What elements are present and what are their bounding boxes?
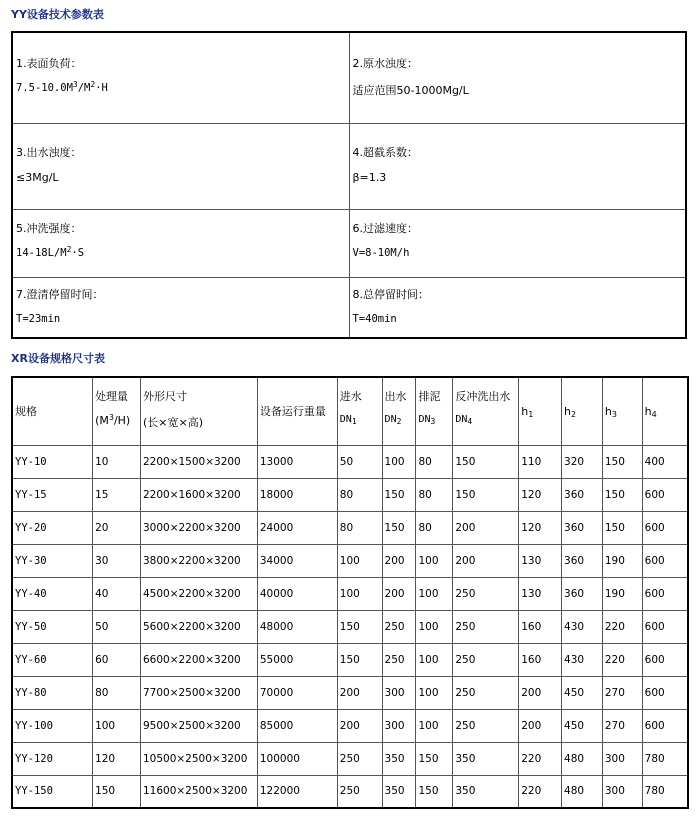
param-value: $14-18L/M^2\cdot S$	[16, 244, 85, 259]
table-cell: 190	[602, 544, 642, 577]
table-row	[12, 544, 688, 577]
table-cell: 780	[642, 775, 688, 808]
header-spec: 规格	[12, 377, 93, 445]
table-cell: 320	[562, 445, 603, 478]
table-cell: 48000	[257, 610, 337, 643]
table-cell: 10	[93, 445, 141, 478]
table-cell: 160	[519, 643, 562, 676]
param-label: 1.表面负荷：	[16, 57, 82, 70]
table-cell: 150	[337, 643, 382, 676]
table-cell: 360	[562, 577, 603, 610]
table-cell: 150	[382, 511, 416, 544]
header-backwash: 反冲洗出水 $DN_4$	[453, 377, 519, 445]
table-cell: 6600×2200×3200	[140, 643, 257, 676]
table-cell: 200	[337, 676, 382, 709]
table-cell: 10500×2500×3200	[140, 742, 257, 775]
table-cell: 250	[337, 775, 382, 808]
table-cell: 200	[337, 709, 382, 742]
table-cell: 80	[416, 511, 453, 544]
table-cell: YY-10	[12, 445, 93, 478]
table-cell: 250	[453, 643, 519, 676]
table-cell: 150	[453, 478, 519, 511]
table-cell: 130	[519, 577, 562, 610]
table-cell: 480	[562, 742, 603, 775]
table-cell: 7700×2500×3200	[140, 676, 257, 709]
param-cell-1	[12, 32, 349, 123]
table-cell: YY-150	[12, 775, 93, 808]
param-cell-2	[349, 32, 686, 123]
table-cell: 400	[642, 445, 688, 478]
header-sludge: 排泥 $DN_3$	[416, 377, 453, 445]
table-row	[12, 511, 688, 544]
table-cell: 360	[562, 511, 603, 544]
table-row	[12, 610, 688, 643]
table-cell: 200	[453, 544, 519, 577]
table-cell: 350	[453, 742, 519, 775]
table-cell: 80	[416, 445, 453, 478]
table-cell: 60	[93, 643, 141, 676]
header-outlet: 出水 $DN_2$	[382, 377, 416, 445]
table-cell: 30	[93, 544, 141, 577]
param-value: T=23min	[16, 312, 61, 325]
table-cell: 300	[382, 676, 416, 709]
table-cell: 20	[93, 511, 141, 544]
param-cell-8	[349, 277, 686, 338]
table-cell: 600	[642, 709, 688, 742]
param-label: 6.过滤速度：	[352, 221, 418, 235]
table-cell: YY-60	[12, 643, 93, 676]
param-label: 4.超截系数：	[352, 145, 418, 159]
table-cell: 2200×1500×3200	[140, 445, 257, 478]
table-cell: 2200×1600×3200	[140, 478, 257, 511]
table-cell: 100	[416, 709, 453, 742]
spec-header-row	[12, 377, 688, 445]
table-cell: 150	[382, 478, 416, 511]
table-cell: 9500×2500×3200	[140, 709, 257, 742]
table-cell: 200	[382, 544, 416, 577]
params-table-title: YY设备技术参数表	[11, 8, 104, 21]
param-label: 3.出水浊度：	[16, 145, 82, 159]
table-cell: 300	[382, 709, 416, 742]
table-cell: 600	[642, 676, 688, 709]
table-cell: 150	[416, 775, 453, 808]
table-cell: 50	[337, 445, 382, 478]
table-cell: 220	[519, 742, 562, 775]
table-cell: 80	[93, 676, 141, 709]
table-cell: 220	[519, 775, 562, 808]
table-row	[12, 445, 688, 478]
table-cell: 250	[382, 610, 416, 643]
table-cell: 110	[519, 445, 562, 478]
param-value: ≤3Mg/L	[16, 170, 59, 184]
table-cell: 3000×2200×3200	[140, 511, 257, 544]
table-cell: 150	[93, 775, 141, 808]
table-cell: 450	[562, 709, 603, 742]
table-cell: YY-40	[12, 577, 93, 610]
table-cell: YY-30	[12, 544, 93, 577]
header-h2: $h_2$	[562, 377, 603, 445]
table-cell: 150	[602, 478, 642, 511]
spec-table	[11, 376, 689, 809]
table-cell: 13000	[257, 445, 337, 478]
table-cell: 250	[453, 676, 519, 709]
table-cell: 220	[602, 643, 642, 676]
table-row	[12, 775, 688, 808]
table-cell: YY-50	[12, 610, 93, 643]
table-row	[12, 577, 688, 610]
table-cell: 55000	[257, 643, 337, 676]
table-cell: 100	[93, 709, 141, 742]
table-cell: 600	[642, 478, 688, 511]
table-cell: 600	[642, 577, 688, 610]
param-label: 5.冲洗强度：	[16, 221, 82, 235]
table-cell: 80	[416, 478, 453, 511]
param-label: 2.原水浊度：	[352, 57, 418, 70]
table-cell: 100	[337, 544, 382, 577]
table-cell: 600	[642, 544, 688, 577]
table-cell: 100	[416, 544, 453, 577]
param-value: T=40min	[352, 312, 397, 325]
table-cell: 15	[93, 478, 141, 511]
table-row	[12, 676, 688, 709]
table-cell: 250	[453, 610, 519, 643]
table-cell: 120	[93, 742, 141, 775]
table-cell: 600	[642, 643, 688, 676]
param-cell-7	[12, 277, 349, 338]
param-value: 适应范围50-1000Mg/L	[352, 84, 469, 97]
param-cell-6	[349, 209, 686, 277]
table-cell: 100	[416, 577, 453, 610]
table-cell: 200	[519, 676, 562, 709]
table-cell: 300	[602, 775, 642, 808]
header-weight: 设备运行重量	[257, 377, 337, 445]
table-cell: 430	[562, 643, 603, 676]
table-cell: 18000	[257, 478, 337, 511]
table-cell: 480	[562, 775, 603, 808]
table-cell: 85000	[257, 709, 337, 742]
table-cell: 130	[519, 544, 562, 577]
table-cell: 50	[93, 610, 141, 643]
table-cell: 200	[382, 577, 416, 610]
spec-table-body	[12, 445, 688, 808]
table-cell: 100000	[257, 742, 337, 775]
table-cell: 350	[453, 775, 519, 808]
params-table	[11, 31, 687, 339]
table-cell: 250	[337, 742, 382, 775]
table-cell: YY-80	[12, 676, 93, 709]
table-cell: 250	[382, 643, 416, 676]
table-cell: 122000	[257, 775, 337, 808]
table-cell: 24000	[257, 511, 337, 544]
param-value: V=8-10M/h	[352, 246, 410, 259]
table-cell: 80	[337, 511, 382, 544]
table-cell: 250	[453, 709, 519, 742]
table-cell: YY-120	[12, 742, 93, 775]
table-cell: 600	[642, 511, 688, 544]
spec-table-title: XR设备规格尺寸表	[11, 352, 105, 365]
header-h1: $h_1$	[519, 377, 562, 445]
param-value: β=1.3	[352, 170, 387, 184]
table-cell: 270	[602, 709, 642, 742]
table-cell: 80	[337, 478, 382, 511]
table-cell: YY-15	[12, 478, 93, 511]
table-cell: 190	[602, 577, 642, 610]
table-cell: 100	[416, 610, 453, 643]
table-cell: 120	[519, 511, 562, 544]
header-capacity: 处理量 $(M^3/H)$	[93, 377, 141, 445]
table-cell: 5600×2200×3200	[140, 610, 257, 643]
param-label: 7.澄清停留时间：	[16, 287, 104, 301]
table-cell: 160	[519, 610, 562, 643]
header-inlet: 进水 $DN_1$	[337, 377, 382, 445]
table-cell: 150	[602, 511, 642, 544]
table-cell: YY-100	[12, 709, 93, 742]
table-cell: 100	[382, 445, 416, 478]
table-cell: 150	[453, 445, 519, 478]
table-cell: 40000	[257, 577, 337, 610]
table-cell: YY-20	[12, 511, 93, 544]
table-cell: 300	[602, 742, 642, 775]
table-cell: 200	[453, 511, 519, 544]
table-cell: 250	[453, 577, 519, 610]
header-dimensions: 外形尺寸 (长×宽×高)	[140, 377, 257, 445]
table-cell: 200	[519, 709, 562, 742]
table-row	[12, 709, 688, 742]
header-h3: $h_3$	[602, 377, 642, 445]
table-row	[12, 478, 688, 511]
table-cell: 150	[337, 610, 382, 643]
table-cell: 220	[602, 610, 642, 643]
table-cell: 100	[416, 676, 453, 709]
param-cell-4	[349, 123, 686, 209]
table-cell: 100	[337, 577, 382, 610]
table-cell: 430	[562, 610, 603, 643]
param-value: $7.5-10.0M^3/M^2\cdot H$	[16, 80, 108, 94]
table-cell: 270	[602, 676, 642, 709]
param-cell-3	[12, 123, 349, 209]
table-cell: 360	[562, 544, 603, 577]
table-cell: 40	[93, 577, 141, 610]
param-label: 8.总停留时间：	[352, 287, 429, 301]
table-cell: 350	[382, 775, 416, 808]
table-row	[12, 643, 688, 676]
table-cell: 120	[519, 478, 562, 511]
table-cell: 70000	[257, 676, 337, 709]
header-h4: $h_4$	[642, 377, 688, 445]
table-cell: 4500×2200×3200	[140, 577, 257, 610]
table-cell: 150	[602, 445, 642, 478]
table-cell: 11600×2500×3200	[140, 775, 257, 808]
table-cell: 100	[416, 643, 453, 676]
param-cell-5	[12, 209, 349, 277]
table-cell: 34000	[257, 544, 337, 577]
table-row	[12, 742, 688, 775]
table-cell: 350	[382, 742, 416, 775]
table-cell: 3800×2200×3200	[140, 544, 257, 577]
table-cell: 360	[562, 478, 603, 511]
table-cell: 600	[642, 610, 688, 643]
table-cell: 450	[562, 676, 603, 709]
table-cell: 150	[416, 742, 453, 775]
table-cell: 780	[642, 742, 688, 775]
